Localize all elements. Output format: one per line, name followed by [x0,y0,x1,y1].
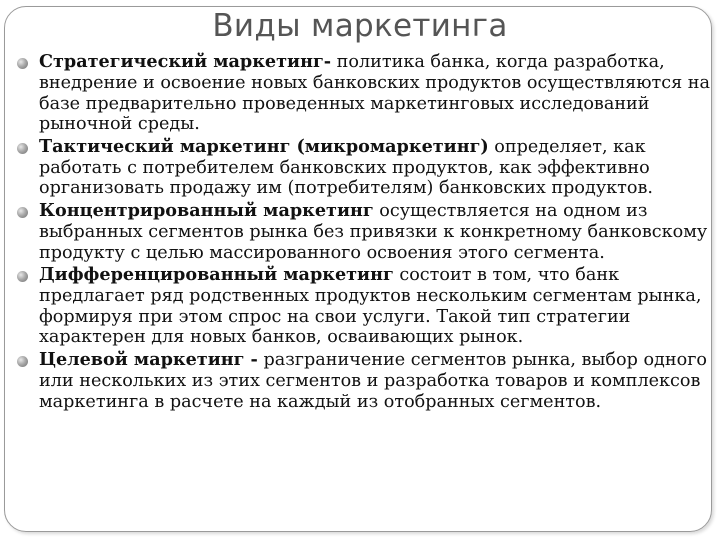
term-label: Целевой маркетинг - [39,348,258,370]
term-label: Дифференцированный маркетинг [39,264,394,286]
definition-text: политика банка, когда разработка, внедрение и освоение новых банковских продуктов осуществляются на базе предварительно проведенных маркетинговых исследований рыночной среды. [39,52,711,135]
bullet-icon [17,356,28,367]
definition-text: определяет, как работать с потребителем банковских продуктов, как эффективно организовать продажу им (потребителям) банковских продуктов. [39,136,653,199]
definition-text: состоит в том, что банк предлагает ряд родственных продуктов нескольким сегментам рынка, формируя при этом спрос на свои услуги. Такой тип стратегии характерен для новых банков, осваивающих рынок. [39,265,702,348]
bullet-icon [17,271,28,282]
bullet-icon [17,207,28,218]
list-item-tactical [14,137,710,199]
term-label: Стратегический маркетинг- [39,51,332,72]
list-item-concentrated [14,201,710,263]
bullet-icon [17,58,28,69]
term-label: Тактический маркетинг (микромаркетинг) [39,135,489,157]
slide-title: Виды маркетинга [212,8,508,44]
bullet-list [14,52,710,414]
definition-text: разграничение сегментов рынка, выбор одного или нескольких из этих сегментов и разработка товаров и комплексов маркетинга в расчете на каждый из отобранных сегментов. [39,349,708,412]
list-item-strategic [14,52,710,135]
definition-text: осуществляется на одном из выбранных сегментов рынка без привязки к конкретному банковскому продукту с целью массированного освоения этого сегмента. [39,200,708,263]
term-label: Концентрированный маркетинг [39,199,374,221]
list-item-differentiated [14,265,710,348]
list-item-target [14,350,710,412]
bullet-icon [17,143,28,154]
